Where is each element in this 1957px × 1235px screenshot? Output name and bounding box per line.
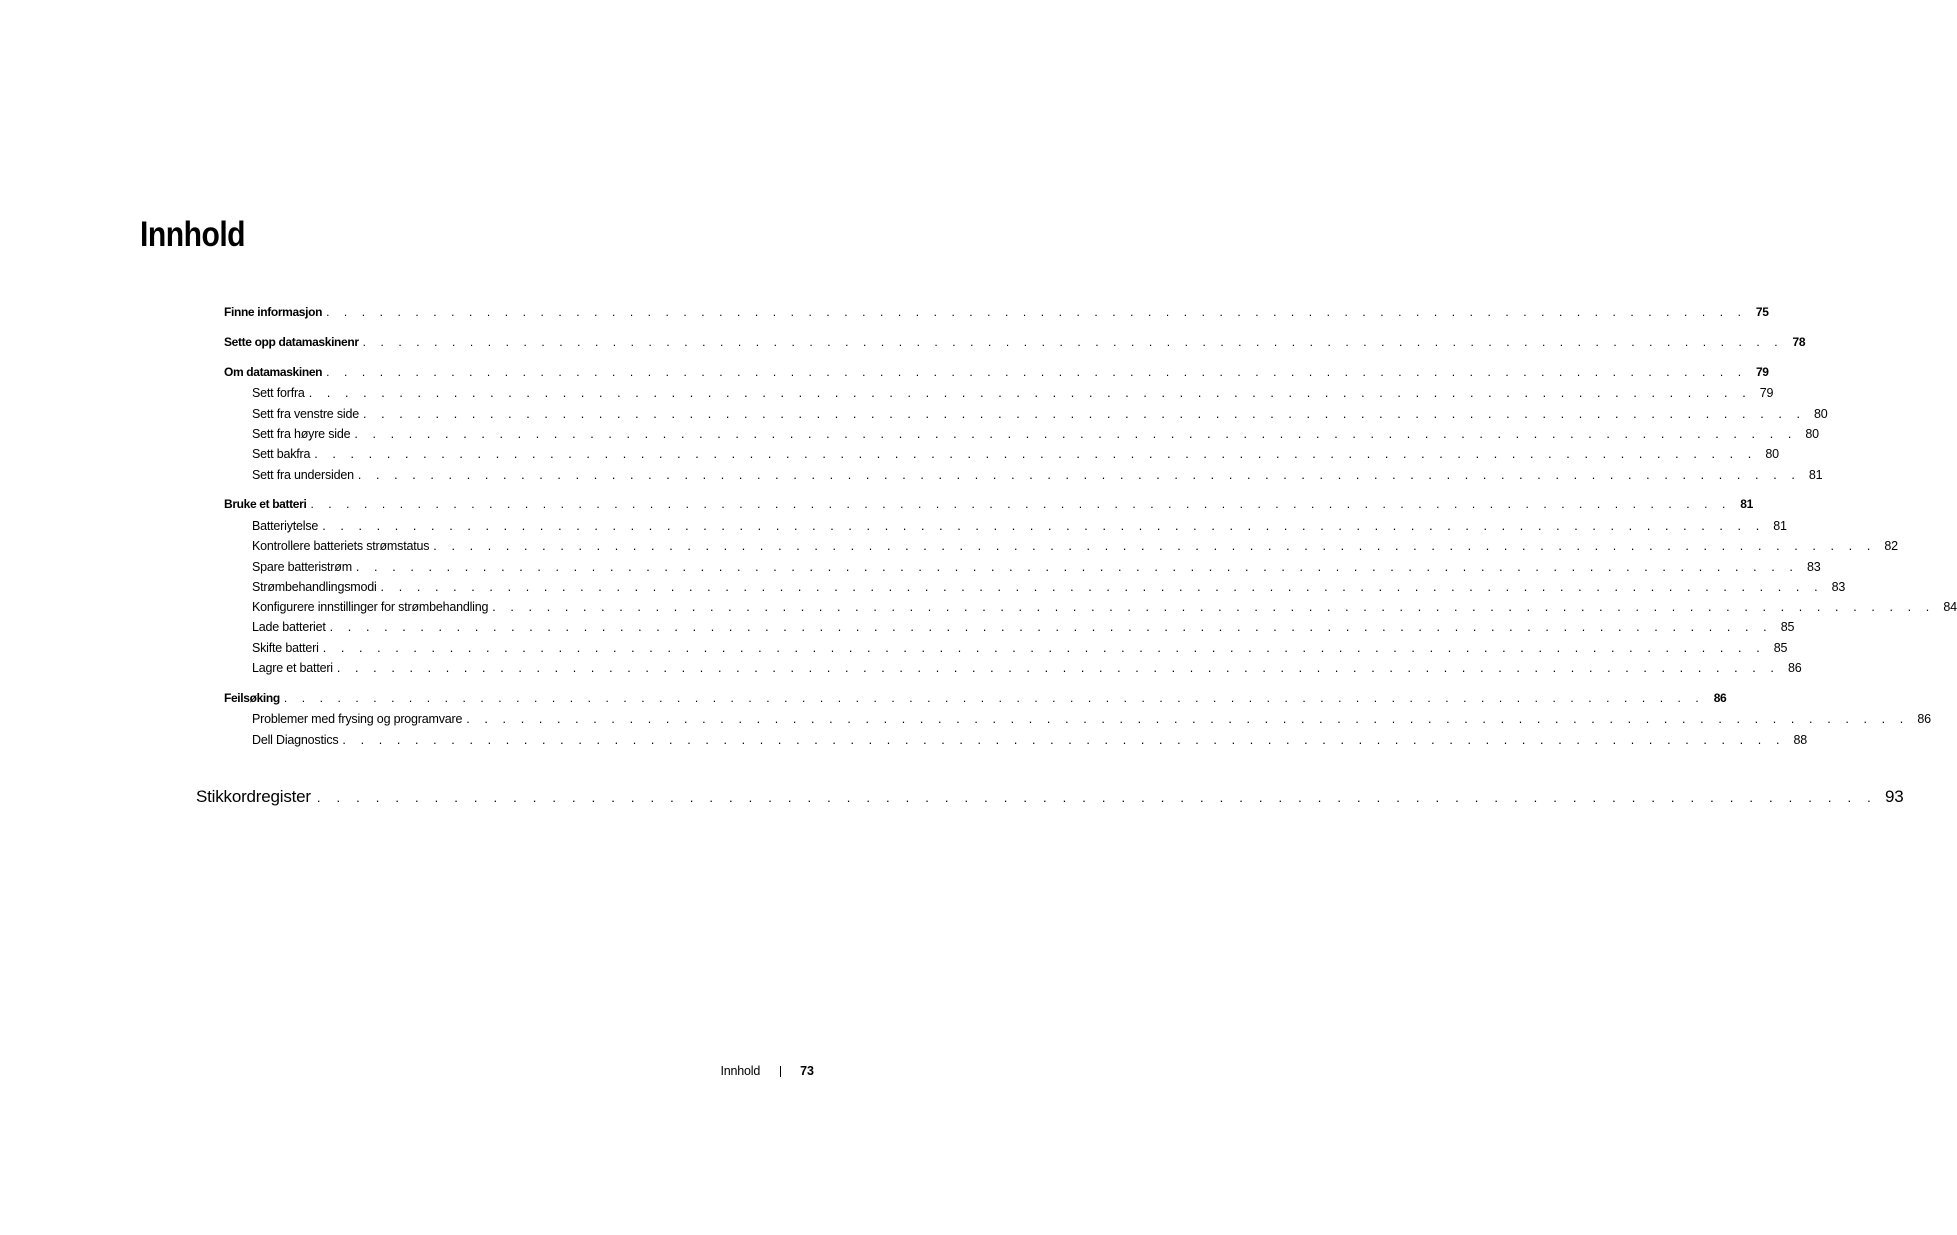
toc-entry-label: Bruke et batteri <box>224 497 307 511</box>
toc-entry-label: Sett fra venstre side <box>252 407 359 421</box>
toc-subentry[interactable] <box>252 466 1823 484</box>
toc-entry-label: Sett fra høyre side <box>252 427 351 441</box>
toc-entry-label: Skifte batteri <box>252 641 319 655</box>
toc-entry[interactable] <box>224 303 1769 321</box>
toc-entry-page-number: 80 <box>1814 407 1828 421</box>
toc-dot-leader: . . . . . . . . . . . . . . . . . . . . . . . . . . . . . . . . . . . . . . . . . . . . . . . . . . . . . . . . . . . . . . . . . . . . . . . . . . . . . . . . <box>326 365 1747 379</box>
footer-page-number: 73 <box>800 1064 814 1078</box>
toc-dot-leader: . . . . . . . . . . . . . . . . . . . . . . . . . . . . . . . . . . . . . . . . . . . . . . . . . . . . . . . . . . . . . . . . . . . . . . . . . . . . . . . . <box>362 335 1784 349</box>
toc-entry-page-number: 82 <box>1884 539 1898 553</box>
toc-entry[interactable] <box>224 689 1727 707</box>
toc-dot-leader: . . . . . . . . . . . . . . . . . . . . . . . . . . . . . . . . . . . . . . . . . . . . . . . . . . . . . . . . . . . . . . . . . . . . . . . . . . . . . . . . <box>310 497 1731 511</box>
toc-subentry[interactable] <box>252 445 1779 463</box>
toc-entry-page-number: 79 <box>1755 365 1769 379</box>
toc-subentry[interactable] <box>252 558 1821 576</box>
toc-subentry[interactable] <box>252 384 1774 402</box>
toc-dot-leader: . . . . . . . . . . . . . . . . . . . . . . . . . . . . . . . . . . . . . . . . . . . . . . . . . . . . . . . . . . . . . . . . . . . . . . . . . . . . . . . . <box>283 691 1705 705</box>
toc-dot-leader: . . . . . . . . . . . . . . . . . . . . . . . . . . . . . . . . . . . . . . . . . . . . . . . . . . . . . . . . . . . . . . . . . . . . . . . . . . . . . . . . <box>326 305 1747 319</box>
toc-subentry[interactable] <box>252 710 1931 728</box>
page-footer <box>700 1061 814 1081</box>
toc-entry-label: Sette opp datamaskinenr <box>224 335 359 349</box>
toc-entry-page-number: 85 <box>1773 641 1788 655</box>
toc-entry-label: Om datamaskinen <box>224 365 323 379</box>
toc-dot-leader: . . . . . . . . . . . . . . . . . . . . . . . . . . . . . . . . . . . . . . . . . . . . . . . . . . . . . . . . . . . . . . . . . . . . . . . . . . . . . . . . <box>308 386 1752 400</box>
toc-dot-leader: . . . . . . . . . . . . . . . . . . . . . . . . . . . . . . . . . . . . . . . . . . . . . . . . . . . . . . . . . . . . . . . . . . . . . . . . . . . . . . . . <box>433 539 1876 553</box>
toc-entry-label: Konfigurere innstillinger for strømbehandling <box>252 600 489 614</box>
toc-entry-page-number: 93 <box>1885 787 1904 806</box>
toc-dot-leader: . . . . . . . . . . . . . . . . . . . . . . . . . . . . . . . . . . . . . . . . . . . . . . . . . . . . . . . . . . . . . . . . . . . . . . . . . . . . . . . . <box>322 519 1765 533</box>
toc-entry-page-number: 81 <box>1808 468 1823 482</box>
footer-chapter-label: Innhold <box>720 1064 761 1078</box>
toc-entry-page-number: 81 <box>1773 519 1787 533</box>
toc-entry-page-number: 80 <box>1805 427 1819 441</box>
toc-subentry[interactable] <box>252 405 1828 423</box>
toc-entry-label: Stikkordregister <box>196 787 311 806</box>
toc-subentry[interactable] <box>252 659 1802 677</box>
toc-entry-label: Sett bakfra <box>252 447 311 461</box>
toc-entry-page-number: 83 <box>1831 580 1846 594</box>
toc-dot-leader: . . . . . . . . . . . . . . . . . . . . . . . . . . . . . . . . . . . . . . . . . . . . . . . . . . . . . . . . . . . . . . . . . . . . . . . . . . . . . . . . <box>316 790 1877 805</box>
toc-subentry[interactable] <box>252 618 1795 636</box>
toc-entry-label: Feilsøking <box>224 691 280 705</box>
toc-entry-label: Finne informasjon <box>224 305 323 319</box>
toc-dot-leader: . . . . . . . . . . . . . . . . . . . . . . . . . . . . . . . . . . . . . . . . . . . . . . . . . . . . . . . . . . . . . . . . . . . . . . . . . . . . . . . . <box>380 580 1824 594</box>
toc-subentry[interactable] <box>252 598 1957 616</box>
toc-dot-leader: . . . . . . . . . . . . . . . . . . . . . . . . . . . . . . . . . . . . . . . . . . . . . . . . . . . . . . . . . . . . . . . . . . . . . . . . . . . . . . . . <box>362 407 1806 421</box>
toc-entry-label: Problemer med frysing og programvare <box>252 712 463 726</box>
toc-entry-label: Sett forfra <box>252 386 305 400</box>
toc-entry-label: Sett fra undersiden <box>252 468 354 482</box>
toc-dot-leader: . . . . . . . . . . . . . . . . . . . . . . . . . . . . . . . . . . . . . . . . . . . . . . . . . . . . . . . . . . . . . . . . . . . . . . . . . . . . . . . . <box>322 641 1766 655</box>
toc-entry-page-number: 81 <box>1740 497 1753 511</box>
toc-dot-leader: . . . . . . . . . . . . . . . . . . . . . . . . . . . . . . . . . . . . . . . . . . . . . . . . . . . . . . . . . . . . . . . . . . . . . . . . . . . . . . . . <box>355 560 1799 574</box>
toc-dot-leader: . . . . . . . . . . . . . . . . . . . . . . . . . . . . . . . . . . . . . . . . . . . . . . . . . . . . . . . . . . . . . . . . . . . . . . . . . . . . . . . . <box>342 733 1786 747</box>
toc-entry-label: Lagre et batteri <box>252 661 333 675</box>
toc-entry-label: Spare batteristrøm <box>252 560 352 574</box>
toc-subentry[interactable] <box>252 578 1846 596</box>
toc-entry-page-number: 78 <box>1792 335 1806 349</box>
toc-entry-page-number: 80 <box>1765 447 1779 461</box>
toc-entry-label: Kontrollere batteriets strømstatus <box>252 539 430 553</box>
toc-entry[interactable] <box>224 333 1806 351</box>
page-title: Innhold <box>140 215 246 254</box>
toc-entry-page-number: 86 <box>1787 661 1802 675</box>
toc-entry-page-number: 85 <box>1780 620 1795 634</box>
toc-entry-label: Lade batteriet <box>252 620 326 634</box>
toc-entry-label: Dell Diagnostics <box>252 733 339 747</box>
toc-dot-leader: . . . . . . . . . . . . . . . . . . . . . . . . . . . . . . . . . . . . . . . . . . . . . . . . . . . . . . . . . . . . . . . . . . . . . . . . . . . . . . . . <box>357 468 1801 482</box>
toc-dot-leader: . . . . . . . . . . . . . . . . . . . . . . . . . . . . . . . . . . . . . . . . . . . . . . . . . . . . . . . . . . . . . . . . . . . . . . . . . . . . . . . . <box>336 661 1780 675</box>
toc-subentry[interactable] <box>252 517 1787 535</box>
toc-entry-page-number: 84 <box>1943 600 1957 614</box>
toc-entry-page-number: 86 <box>1917 712 1931 726</box>
toc-dot-leader: . . . . . . . . . . . . . . . . . . . . . . . . . . . . . . . . . . . . . . . . . . . . . . . . . . . . . . . . . . . . . . . . . . . . . . . . . . . . . . . . <box>466 712 1909 726</box>
toc-entry-page-number: 88 <box>1793 733 1808 747</box>
toc-subentry[interactable] <box>252 537 1898 555</box>
toc-subentry[interactable] <box>252 639 1788 657</box>
toc-dot-leader: . . . . . . . . . . . . . . . . . . . . . . . . . . . . . . . . . . . . . . . . . . . . . . . . . . . . . . . . . . . . . . . . . . . . . . . . . . . . . . . . <box>492 600 1935 614</box>
toc-entry-page-number: 83 <box>1806 560 1821 574</box>
toc-entry[interactable] <box>224 363 1769 381</box>
toc-subentry[interactable] <box>252 731 1808 749</box>
toc-dot-leader: . . . . . . . . . . . . . . . . . . . . . . . . . . . . . . . . . . . . . . . . . . . . . . . . . . . . . . . . . . . . . . . . . . . . . . . . . . . . . . . . <box>354 427 1797 441</box>
toc-entry-page-number: 75 <box>1755 305 1769 319</box>
footer-separator <box>780 1066 781 1077</box>
toc-subentry[interactable] <box>252 425 1819 443</box>
toc-dot-leader: . . . . . . . . . . . . . . . . . . . . . . . . . . . . . . . . . . . . . . . . . . . . . . . . . . . . . . . . . . . . . . . . . . . . . . . . . . . . . . . . <box>329 620 1773 634</box>
toc-entry-label: Batteriytelse <box>252 519 319 533</box>
toc-entry[interactable] <box>224 495 1753 513</box>
toc-entry-label: Strømbehandlingsmodi <box>252 580 377 594</box>
toc-dot-leader: . . . . . . . . . . . . . . . . . . . . . . . . . . . . . . . . . . . . . . . . . . . . . . . . . . . . . . . . . . . . . . . . . . . . . . . . . . . . . . . . <box>314 447 1757 461</box>
toc-entry[interactable] <box>196 785 1904 809</box>
toc-entry-page-number: 86 <box>1713 691 1727 705</box>
toc-entry-page-number: 79 <box>1759 386 1774 400</box>
